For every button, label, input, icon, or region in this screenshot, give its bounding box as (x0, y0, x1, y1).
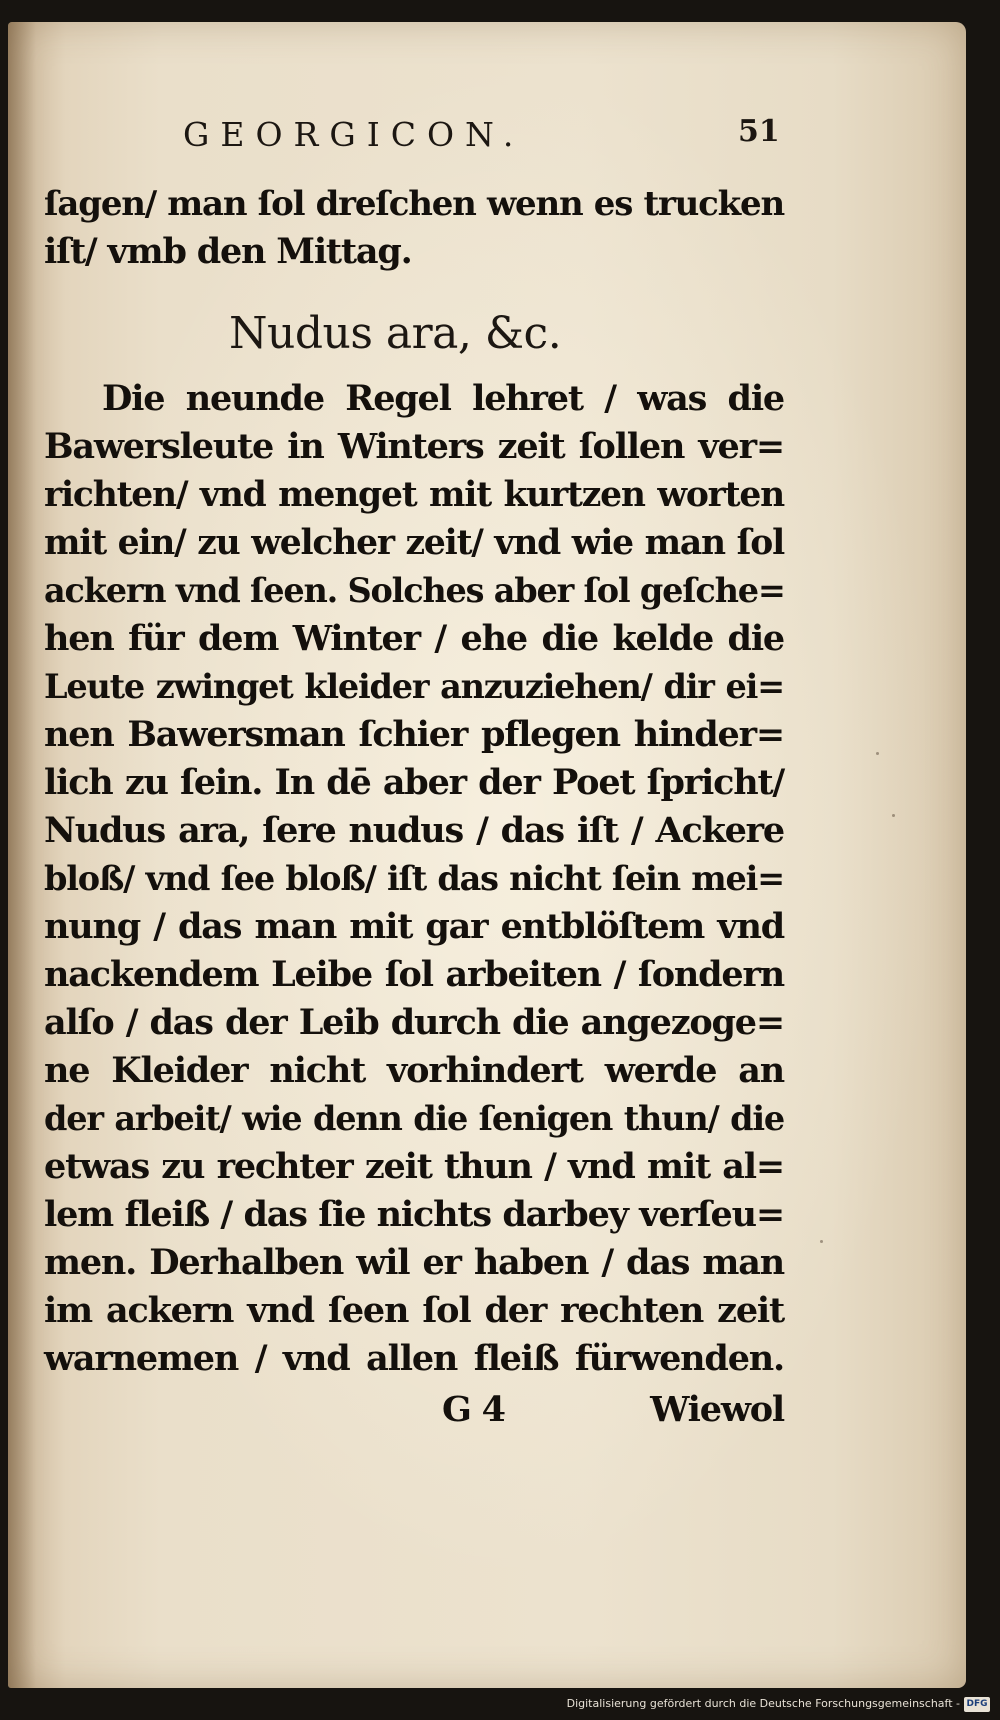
body-line: der arbeit/ wie denn die ſenigen thun/ die (44, 1099, 784, 1138)
body-line: Nudus ara, ſere nudus / das iſt / Ackere (44, 810, 784, 851)
body-line: Leute zwinget kleider anzuziehen/ dir ei= (44, 667, 784, 706)
body-line: warnemen / vnd allen fleiß fürwenden. (44, 1338, 784, 1379)
running-head: GEORGICON. (183, 115, 525, 154)
body-line: ne Kleider nicht vorhindert werde an (44, 1050, 784, 1091)
gutter-shadow (8, 22, 36, 1688)
body-line: etwas zu rechter zeit thun / vnd mit al= (44, 1146, 784, 1187)
body-line: ackern vnd ſeen. Solches aber ſol geſche= (44, 571, 785, 610)
body-line: nen Bawersman ſchier pflegen hinder= (44, 714, 784, 755)
body-line: Bawersleute in Winters zeit ſollen ver= (44, 426, 784, 467)
dfg-logo: DFG (964, 1697, 990, 1712)
paper-speck (820, 1240, 823, 1243)
body-line: richten/ vnd menget mit kurtzen worten (44, 475, 784, 515)
book-page (8, 22, 966, 1688)
signature-mark: G 4 (442, 1389, 505, 1430)
folio-number: 51 (738, 114, 780, 149)
body-line: bloß/ vnd ſee bloß/ iſt das nicht ſein mei= (44, 859, 784, 898)
body-line: lich zu ſein. In dē aber der Poet ſpricht/ (44, 762, 784, 803)
body-line: hen für dem Winter / ehe die kelde die (44, 618, 784, 659)
section-heading: Nudus ara, &c. (229, 308, 562, 359)
catchword: Wiewol (650, 1389, 784, 1430)
body-line: mit ein/ zu welcher zeit/ vnd wie man ſol (44, 523, 784, 563)
digitization-footer (0, 1694, 1000, 1720)
paper-speck (892, 814, 895, 817)
paper-speck (876, 752, 879, 755)
body-line: ſagen/ man ſol dreſchen wenn es trucken (44, 184, 784, 224)
body-line: nackendem Leibe ſol arbeiten / ſondern (44, 954, 784, 995)
body-line: nung / das man mit gar entblöſtem vnd (44, 906, 784, 947)
body-line: alſo / das der Leib durch die angezoge= (44, 1002, 784, 1043)
body-line: lem fleiß / das ſie nichts darbey verſeu= (44, 1194, 784, 1235)
funding-credit: Digitalisierung gefördert durch die Deutsche Forschungsgemeinschaft - (566, 1697, 960, 1710)
body-line: im ackern vnd ſeen ſol der rechten zeit (44, 1290, 784, 1331)
body-line: iſt/ vmb den Mittag. (44, 231, 412, 272)
body-line: men. Derhalben wil er haben / das man (44, 1242, 784, 1283)
body-line: Die neunde Regel lehret / was die (102, 378, 784, 419)
